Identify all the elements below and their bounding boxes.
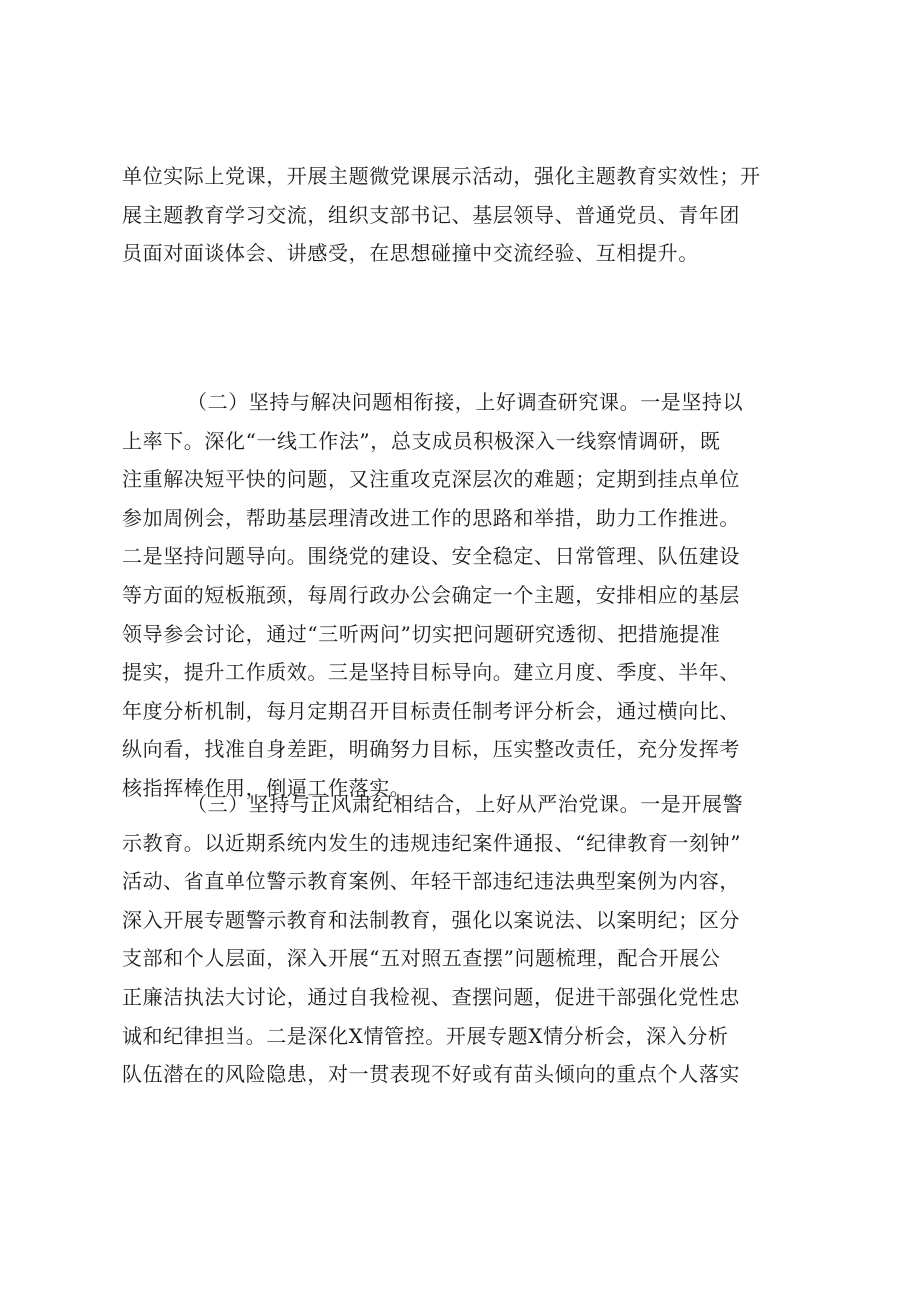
text-line: 支部和个人层面，深入开展“五对照五查摆”问题梳理，配合开展公 xyxy=(122,946,721,971)
paragraph-section-3 xyxy=(122,785,822,1094)
text-line: 诚和纪律担当。二是深化X情管控。开展专题X情分析会，深入分析 xyxy=(122,1023,729,1048)
text-line: 正廉洁执法大讨论，通过自我检视、查摆问题，促进干部强化党性忠 xyxy=(122,984,740,1009)
text-line: 领导参会讨论，通过“三听两问”切实把问题研究透彻、把措施提准 xyxy=(122,621,721,646)
text-line: 参加周例会，帮助基层理清改进工作的思路和举措，助力工作推进。 xyxy=(122,505,740,530)
text-line: 员面对面谈体会、讲感受，在思想碰撞中交流经验、互相提升。 xyxy=(122,241,699,266)
text-line: 单位实际上党课，开展主题微党课展示活动，强化主题教育实效性；开 xyxy=(122,164,761,188)
text-line: 提实，提升工作质效。三是坚持目标导向。建立月度、季度、半年、 xyxy=(122,660,740,685)
text-line: （三）坚持与正风肃纪相结合，上好从严治党课。一是开展警 xyxy=(187,792,744,816)
text-line: （二）坚持与解决问题相衔接，上好调查研究课。一是坚持以 xyxy=(187,390,744,414)
text-line: 队伍潜在的风险隐患，对一贯表现不好或有苗头倾向的重点个人落实 xyxy=(122,1062,740,1087)
paragraph-continuation xyxy=(122,157,822,273)
text-line: 深入开展专题警示教育和法制教育，强化以案说法、以案明纪；区分 xyxy=(122,907,740,932)
text-line: 年度分析机制，每月定期召开目标责任制考评分析会，通过横向比、 xyxy=(122,698,740,723)
paragraph-section-2 xyxy=(122,383,822,808)
text-line: 核指挥棒作用，倒逼工作落实。 xyxy=(122,775,411,800)
text-line: 纵向看，找准自身差距，明确努力目标，压实整改责任，充分发挥考 xyxy=(122,737,740,762)
text-line: 活动、省直单位警示教育案例、年轻干部违纪违法典型案例为内容， xyxy=(122,869,740,894)
text-line: 二是坚持问题导向。围绕党的建设、安全稳定、日常管理、队伍建设 xyxy=(122,544,740,569)
text-line: 上率下。深化“一线工作法”，总支成员积极深入一线察情调研，既 xyxy=(122,428,721,453)
text-line: 注重解决短平快的问题，又注重攻克深层次的难题；定期到挂点单位 xyxy=(122,467,740,492)
text-line: 展主题教育学习交流，组织支部书记、基层领导、普通党员、青年团 xyxy=(122,202,740,227)
text-line: 等方面的短板瓶颈，每周行政办公会确定一个主题，安排相应的基层 xyxy=(122,582,740,607)
text-line: 示教育。以近期系统内发生的违规违纪案件通报、“纪律教育一刻钟” xyxy=(122,830,742,855)
